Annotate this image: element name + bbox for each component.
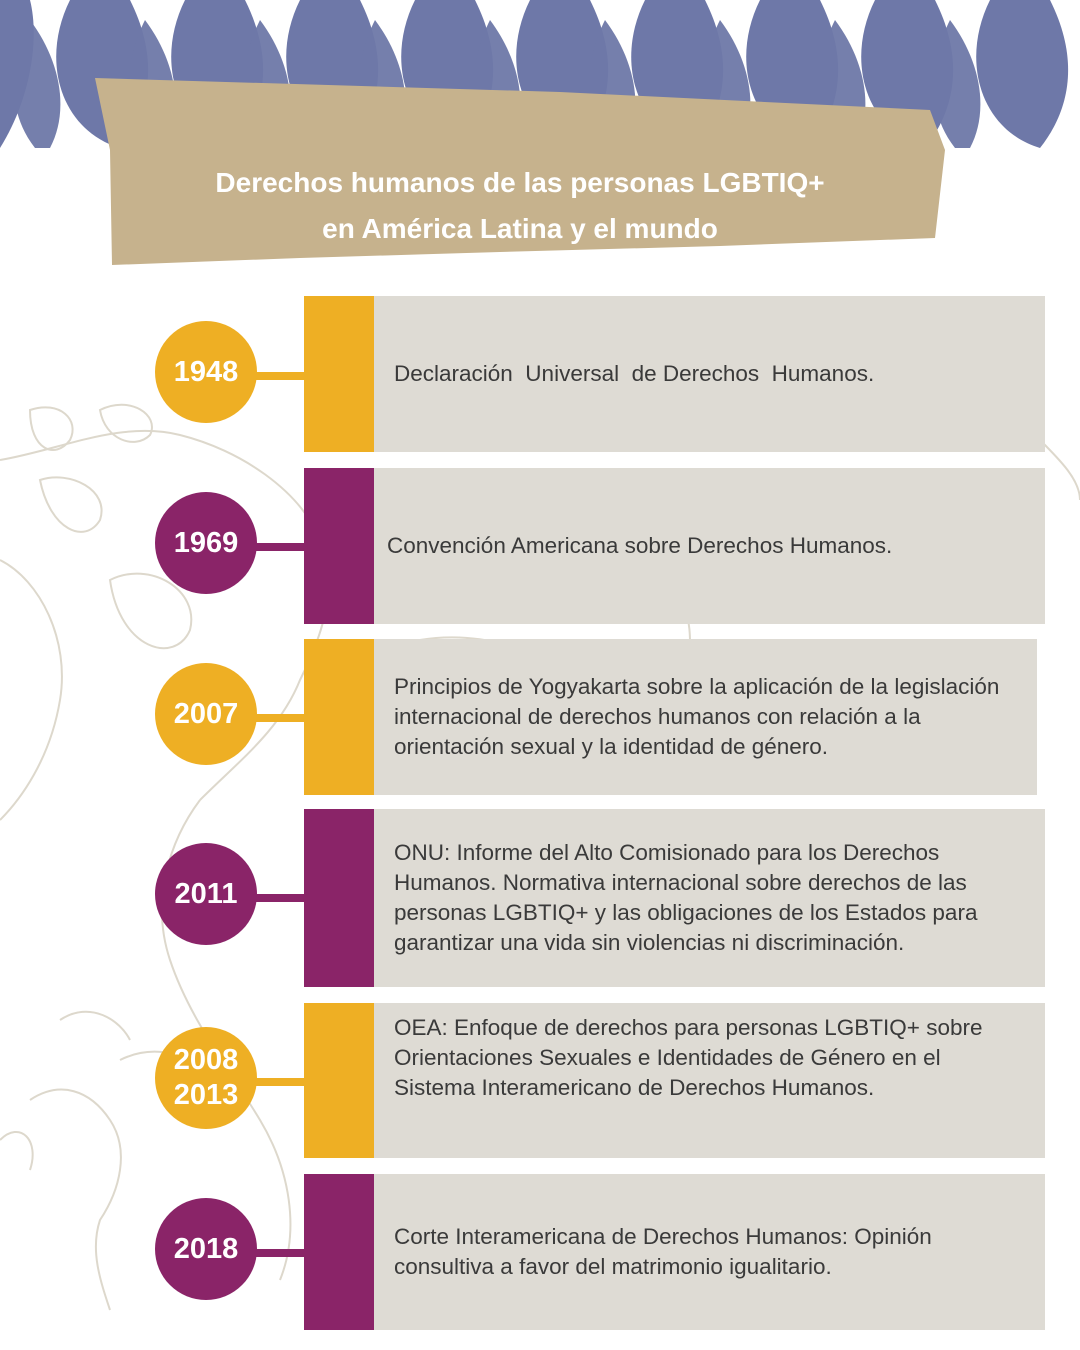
year-badge — [155, 1027, 257, 1129]
event-box — [374, 809, 1045, 987]
title-line-2: en América Latina y el mundo — [322, 213, 718, 244]
event-box — [374, 296, 1045, 452]
event-box — [374, 1174, 1045, 1330]
year-label-2: 2013 — [173, 1079, 239, 1111]
event-box — [374, 468, 1045, 624]
event-text: OEA: Enfoque de derechos para personas LGBTIQ+ sobre Orientaciones Sexuales e Identidades de Género en el Sistema Interamericano de Derechos Humanos. — [394, 1015, 983, 1100]
year-badge — [155, 663, 257, 765]
timeline-item — [0, 809, 1080, 987]
event-text: Principios de Yogyakarta sobre la aplicación de la legislación internacional de derechos humanos con relación a la orientación sexual y la identidad de género. — [394, 674, 1000, 759]
timeline-item — [0, 1174, 1080, 1330]
color-stripe — [304, 809, 374, 987]
timeline-item — [0, 1003, 1080, 1158]
year-label: 2018 — [173, 1232, 239, 1265]
color-stripe — [304, 1003, 374, 1158]
year-label: 1948 — [173, 355, 239, 388]
title-line-1: Derechos humanos de las personas LGBTIQ+ — [215, 167, 825, 198]
event-box — [374, 1003, 1045, 1158]
color-stripe — [304, 1174, 374, 1330]
year-badge — [155, 843, 257, 945]
event-text: Declaración Universal de Derechos Humanos. — [394, 361, 875, 386]
event-text: ONU: Informe del Alto Comisionado para los Derechos Humanos. Normativa internacional sobre derechos de las personas LGBTIQ+ y las obligaciones de los Estados para garantizar una vida sin violencias ni discriminación. — [394, 840, 978, 955]
timeline-item — [0, 468, 1080, 624]
year-label: 2007 — [173, 697, 239, 730]
year-label: 2008 — [173, 1044, 239, 1076]
year-badge — [155, 1198, 257, 1300]
event-text: Corte Interamericana de Derechos Humanos: Opinión consultiva a favor del matrimonio igualitario. — [394, 1224, 932, 1279]
year-badge — [155, 492, 257, 594]
event-box — [374, 639, 1037, 795]
year-badge — [155, 321, 257, 423]
year-label: 2011 — [174, 877, 238, 910]
year-label: 1969 — [173, 526, 239, 559]
color-stripe — [304, 468, 374, 624]
color-stripe — [304, 296, 374, 452]
event-text: Convención Americana sobre Derechos Humanos. — [387, 533, 893, 558]
timeline-item — [0, 639, 1080, 795]
color-stripe — [304, 639, 374, 795]
timeline-item — [0, 296, 1080, 452]
